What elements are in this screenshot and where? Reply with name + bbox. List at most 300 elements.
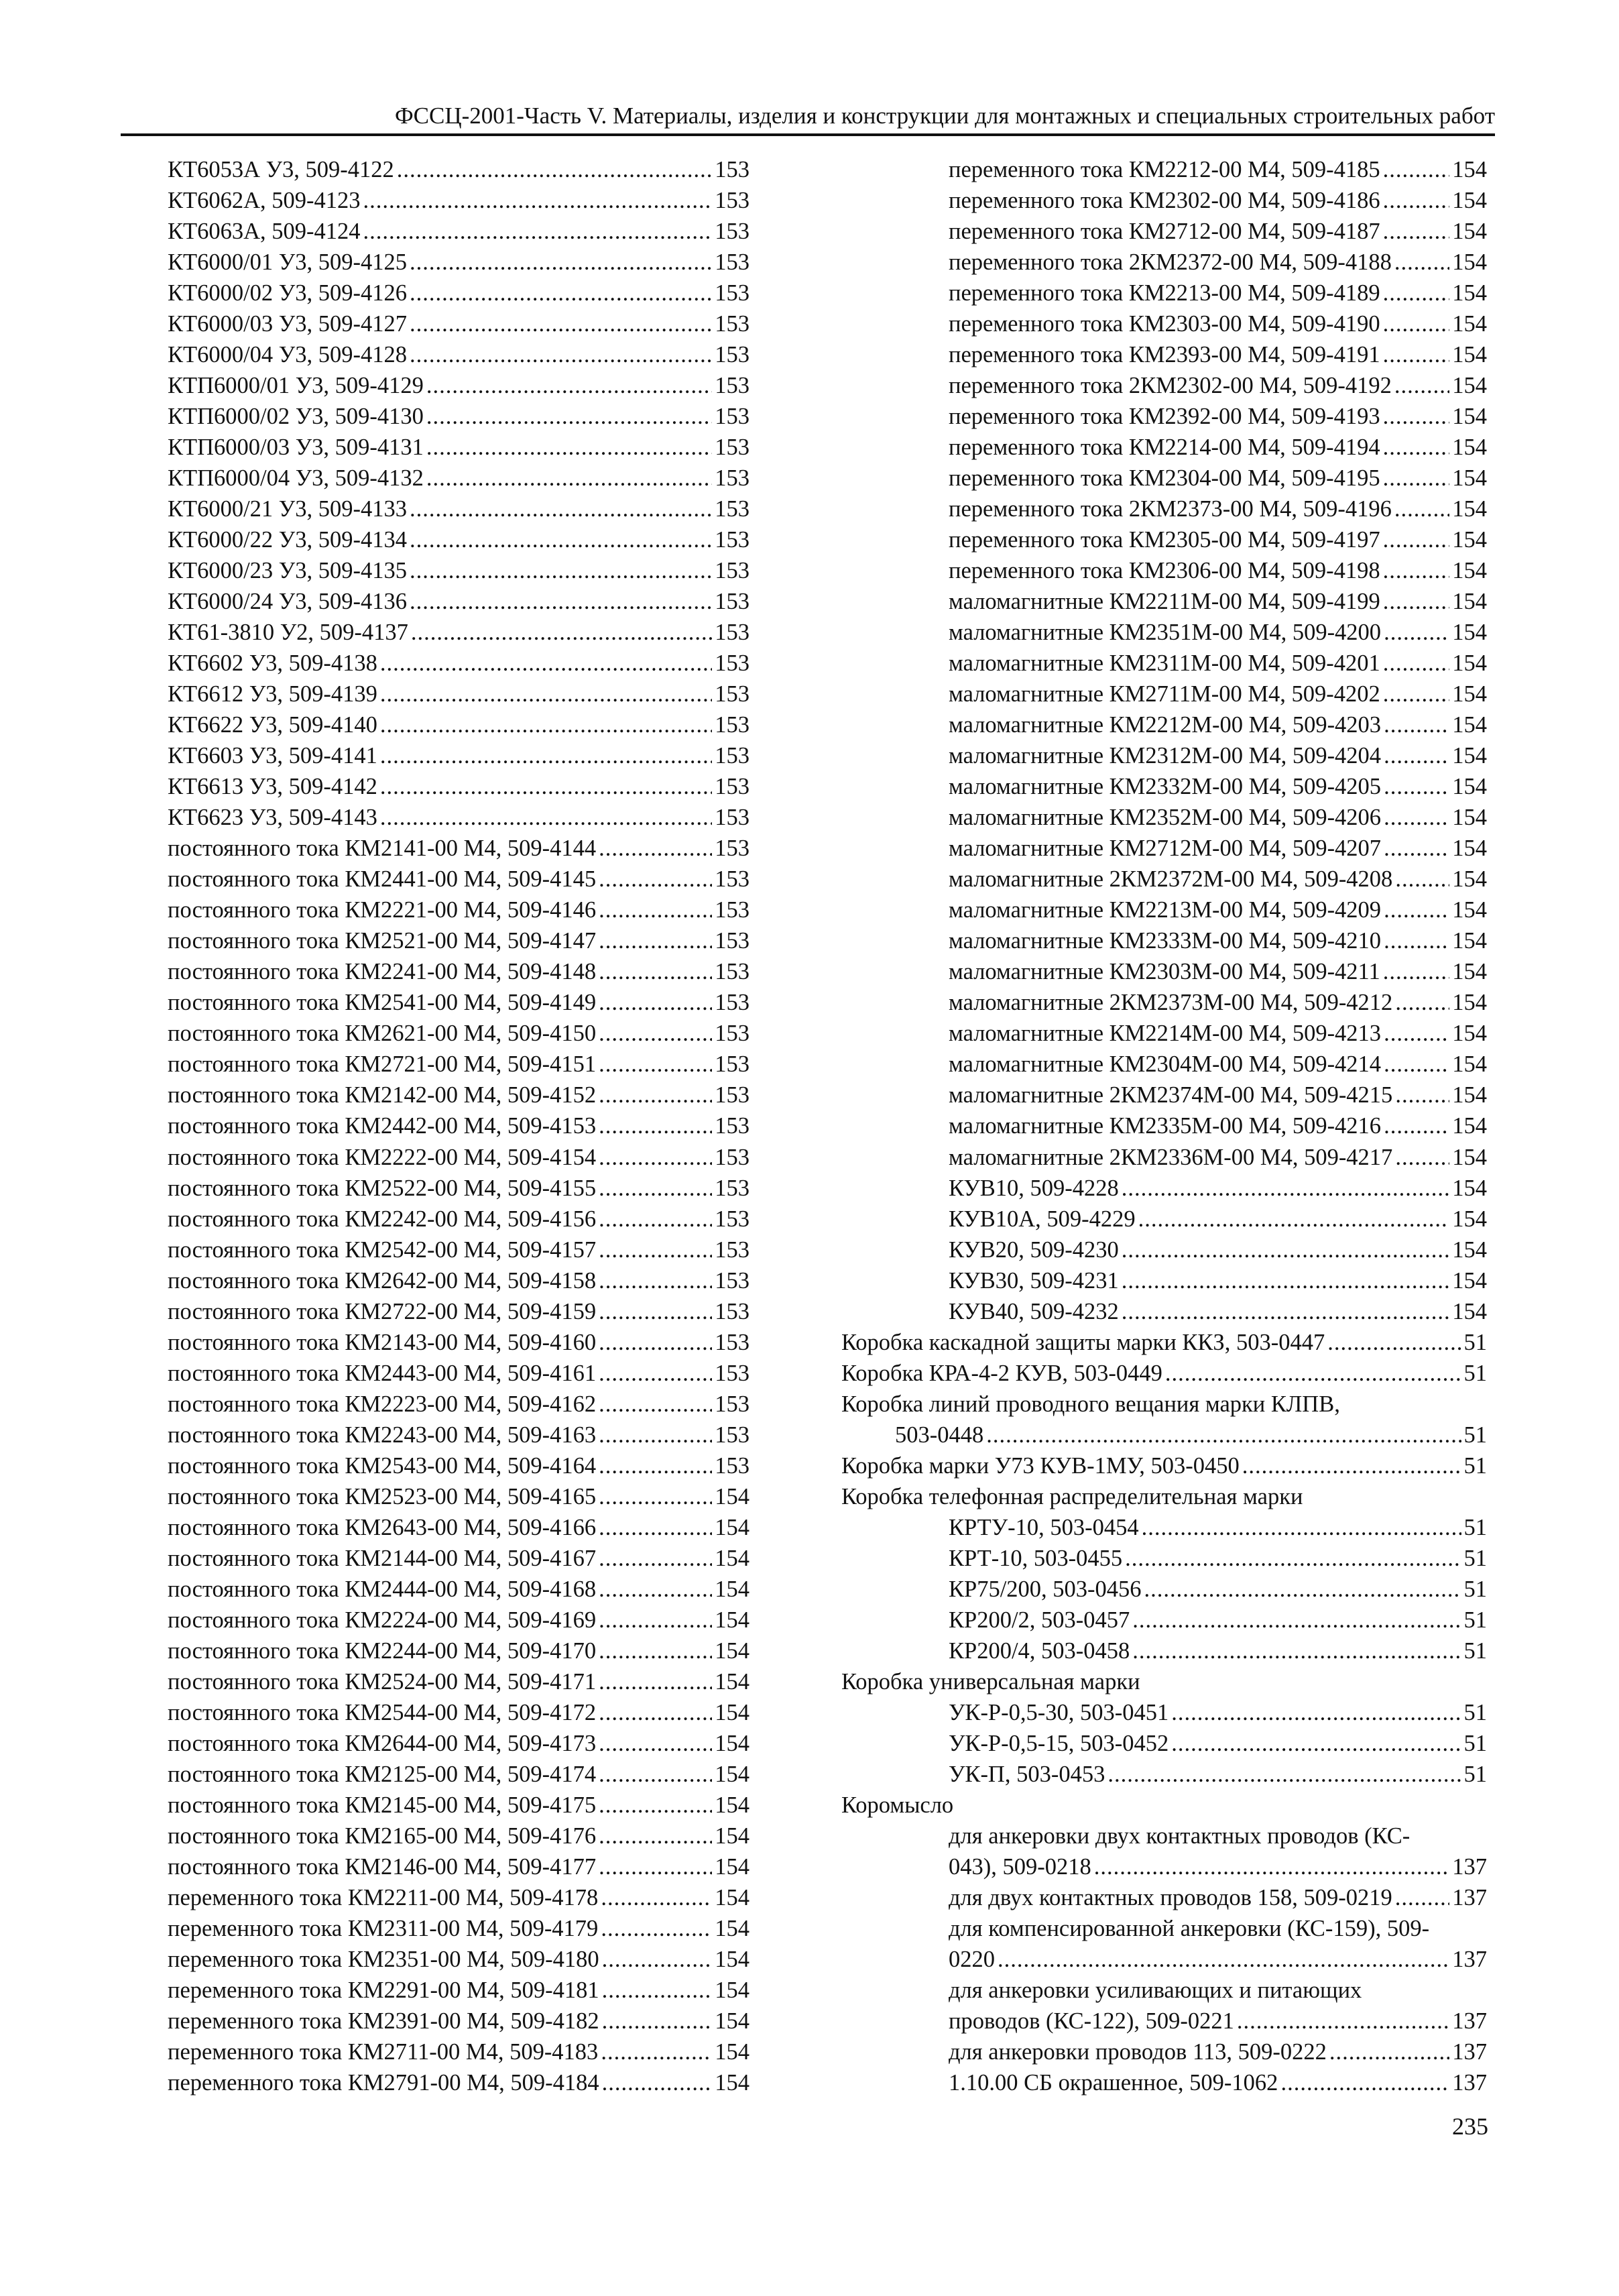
dot-leader <box>1122 1237 1450 1263</box>
entry-page-ref: 154 <box>715 1792 749 1818</box>
dot-leader <box>1165 1361 1461 1387</box>
entry-page-ref: 154 <box>1452 465 1487 492</box>
dot-leader <box>599 959 712 985</box>
entry-text: постоянного тока КМ2544-00 М4, 509-4172 <box>168 1699 597 1725</box>
dot-leader <box>1125 1546 1461 1572</box>
index-entry <box>168 589 749 620</box>
entry-text: постоянного тока КМ2145-00 М4, 509-4175 <box>168 1792 597 1818</box>
entry-text: постоянного тока КМ2141-00 М4, 509-4144 <box>168 836 597 862</box>
entry-text: КУВ30, 509-4231 <box>949 1267 1119 1294</box>
dot-leader <box>1383 465 1450 492</box>
dot-leader <box>1171 1731 1461 1757</box>
dot-leader <box>1132 1607 1461 1633</box>
index-entry <box>841 1361 1487 1391</box>
entry-text: КТ6603 У3, 509-4141 <box>168 743 377 769</box>
index-entry <box>168 928 749 959</box>
index-entry <box>168 527 749 558</box>
index-entry <box>168 2070 749 2101</box>
entry-text: переменного тока КМ2291-00 М4, 509-4181 <box>168 1977 599 2003</box>
entry-page-ref: 153 <box>715 1360 749 1386</box>
entry-text: КР200/2, 503-0457 <box>949 1607 1130 1633</box>
dot-leader <box>599 836 712 862</box>
entry-text: маломагнитные КМ2712М-00 М4, 509-4207 <box>949 836 1382 862</box>
index-entry <box>841 1422 1487 1453</box>
index-entry <box>168 342 749 373</box>
index-entry <box>168 1515 749 1546</box>
dot-leader <box>1384 836 1449 862</box>
index-entry <box>168 1700 749 1731</box>
index-entry <box>168 1977 749 2008</box>
dot-leader <box>1395 1082 1449 1108</box>
entry-text: КТ6623 У3, 509-4143 <box>168 805 377 831</box>
entry-text: маломагнитные КМ2212М-00 М4, 509-4203 <box>949 712 1382 738</box>
entry-text: маломагнитные КМ2333М-00 М4, 509-4210 <box>949 928 1382 954</box>
entry-page-ref: 153 <box>715 373 749 399</box>
entry-text: 1.10.00 СБ окрашенное, 509-1062 <box>949 2069 1278 2096</box>
entry-text: переменного тока КМ2711-00 М4, 509-4183 <box>168 2039 599 2065</box>
index-entry <box>841 774 1487 805</box>
entry-text: КТП6000/02 У3, 509-4130 <box>168 404 424 430</box>
entry-page-ref: 153 <box>715 527 749 553</box>
dot-leader <box>1384 805 1449 831</box>
entry-text: КТ6612 У3, 509-4139 <box>168 681 377 707</box>
index-entry <box>168 1175 749 1206</box>
dot-leader <box>1384 743 1449 769</box>
dot-leader <box>410 311 712 337</box>
dot-leader <box>599 1237 712 1263</box>
index-entry <box>841 1576 1487 1607</box>
dot-leader <box>1384 1113 1449 1139</box>
entry-page-ref: 154 <box>1452 342 1487 368</box>
index-entry <box>168 1145 749 1175</box>
entry-page-ref: 154 <box>715 1668 749 1695</box>
dot-leader <box>1329 2039 1449 2065</box>
entry-text: КТ6063А, 509-4124 <box>168 219 361 245</box>
entry-text: переменного тока КМ2213-00 М4, 509-4189 <box>949 280 1380 306</box>
dot-leader <box>1383 311 1450 337</box>
entry-page-ref: 153 <box>715 1329 749 1355</box>
entry-text: постоянного тока КМ2142-00 М4, 509-4152 <box>168 1082 597 1108</box>
index-entry <box>168 280 749 311</box>
entry-text: КТ6000/22 У3, 509-4134 <box>168 527 407 553</box>
dot-leader <box>1383 280 1450 306</box>
entry-text: маломагнитные КМ2211М-00 М4, 509-4199 <box>949 589 1380 615</box>
index-entry <box>168 1576 749 1607</box>
entry-page-ref: 153 <box>715 1144 749 1170</box>
entry-page-ref: 51 <box>1463 1699 1487 1725</box>
entry-page-ref: 153 <box>715 743 749 769</box>
entry-text: для двух контактных проводов 158, 509-0219 <box>949 1884 1392 1910</box>
entry-text: переменного тока КМ2211-00 М4, 509-4178 <box>168 1884 599 1910</box>
index-entry <box>168 373 749 404</box>
entry-page-ref: 154 <box>715 1915 749 1941</box>
dot-leader <box>1122 1299 1450 1325</box>
dot-leader <box>599 1546 712 1572</box>
entry-text: маломагнитные 2КМ2373М-00 М4, 509-4212 <box>949 990 1393 1016</box>
entry-page-ref: 154 <box>715 1514 749 1540</box>
entry-page-ref: 153 <box>715 465 749 492</box>
index-entry <box>168 681 749 712</box>
index-entry <box>168 1237 749 1268</box>
index-entry <box>841 1175 1487 1206</box>
dot-leader <box>599 1330 712 1356</box>
entry-text: КУВ20, 509-4230 <box>949 1237 1119 1263</box>
entry-page-ref: 154 <box>1452 743 1487 769</box>
dot-leader <box>380 681 712 707</box>
entry-page-ref: 153 <box>715 157 749 182</box>
index-entry <box>841 836 1487 866</box>
index-entry <box>168 897 749 928</box>
dot-leader <box>410 527 712 553</box>
entry-text: переменного тока 2КМ2372-00 М4, 509-4188 <box>949 249 1392 276</box>
index-entry <box>168 1823 749 1854</box>
entry-page-ref: 153 <box>715 928 749 954</box>
dot-leader <box>397 157 712 183</box>
dot-leader <box>380 805 712 831</box>
entry-text: КТ6053А У3, 509-4122 <box>168 157 394 182</box>
dot-leader <box>601 2039 712 2065</box>
index-entry <box>841 342 1487 373</box>
index-entry <box>841 1145 1487 1175</box>
index-heading: для компенсированной анкеровки (КС-159), 509- <box>949 1915 1430 1941</box>
index-entry <box>168 404 749 435</box>
index-entry <box>841 743 1487 774</box>
entry-text: постоянного тока КМ2621-00 М4, 509-4150 <box>168 1021 597 1047</box>
index-entry <box>841 558 1487 589</box>
entry-page-ref: 51 <box>1463 1452 1487 1479</box>
entry-page-ref: 153 <box>715 1113 749 1139</box>
entry-text: переменного тока КМ2303-00 М4, 509-4190 <box>949 311 1380 337</box>
dot-leader <box>599 990 712 1016</box>
entry-page-ref: 153 <box>715 990 749 1016</box>
entry-text: постоянного тока КМ2241-00 М4, 509-4148 <box>168 959 597 985</box>
entry-text: постоянного тока КМ2144-00 М4, 509-4167 <box>168 1545 597 1571</box>
entry-page-ref: 154 <box>1452 496 1487 522</box>
entry-page-ref: 51 <box>1463 1730 1487 1756</box>
entry-text: 503-0448 <box>895 1422 984 1448</box>
index-entry <box>841 527 1487 558</box>
index-entry <box>841 1607 1487 1638</box>
entry-page-ref: 153 <box>715 1021 749 1047</box>
dot-leader <box>1327 1330 1461 1356</box>
entry-page-ref: 154 <box>715 1545 749 1571</box>
dot-leader <box>411 620 712 646</box>
entry-text: постоянного тока КМ2165-00 М4, 509-4176 <box>168 1823 597 1849</box>
entry-text: переменного тока КМ2393-00 М4, 509-4191 <box>949 342 1380 368</box>
entry-page-ref: 153 <box>715 1082 749 1108</box>
entry-page-ref: 137 <box>1452 1853 1487 1880</box>
entry-text: постоянного тока КМ2224-00 М4, 509-4169 <box>168 1607 597 1633</box>
dot-leader <box>599 1453 712 1479</box>
dot-leader <box>1383 558 1450 584</box>
entry-page-ref: 154 <box>715 2069 749 2096</box>
entry-page-ref: 154 <box>1452 219 1487 245</box>
entry-page-ref: 154 <box>715 1638 749 1664</box>
dot-leader <box>410 280 712 306</box>
entry-page-ref: 154 <box>1452 1051 1487 1078</box>
entry-page-ref: 153 <box>715 435 749 461</box>
entry-page-ref: 154 <box>1452 959 1487 985</box>
index-entry <box>841 681 1487 712</box>
dot-leader <box>380 712 712 738</box>
dot-leader <box>1384 620 1449 646</box>
dot-leader <box>1383 342 1450 368</box>
entry-page-ref: 153 <box>715 805 749 831</box>
index-entry <box>168 157 749 188</box>
entry-page-ref: 154 <box>1452 249 1487 276</box>
entry-page-ref: 154 <box>1452 589 1487 615</box>
dot-leader <box>1142 1515 1461 1541</box>
entry-page-ref: 153 <box>715 1422 749 1448</box>
entry-page-ref: 154 <box>1452 404 1487 430</box>
entry-text: маломагнитные КМ2312М-00 М4, 509-4204 <box>949 743 1382 769</box>
entry-text: 0220 <box>949 1946 995 1972</box>
entry-page-ref: 51 <box>1463 1514 1487 1540</box>
index-entry <box>168 188 749 219</box>
dot-leader <box>1383 527 1450 553</box>
index-entry <box>168 2008 749 2039</box>
index-entry <box>168 1854 749 1885</box>
entry-page-ref: 153 <box>715 959 749 985</box>
index-entry <box>841 866 1487 897</box>
dot-leader <box>599 1082 712 1108</box>
index-entry <box>168 1484 749 1515</box>
dot-leader <box>599 1792 712 1819</box>
entry-text: маломагнитные КМ2311М-00 М4, 509-4201 <box>949 650 1380 677</box>
entry-page-ref: 154 <box>1452 805 1487 831</box>
entry-page-ref: 51 <box>1463 1329 1487 1355</box>
index-entry <box>841 404 1487 435</box>
dot-leader <box>363 188 713 214</box>
dot-leader <box>410 558 712 584</box>
entry-page-ref: 51 <box>1463 1576 1487 1602</box>
entry-text: переменного тока КМ2306-00 М4, 509-4198 <box>949 558 1380 584</box>
index-entry <box>168 1330 749 1361</box>
entry-text: КУВ10, 509-4228 <box>949 1175 1119 1201</box>
dot-leader <box>426 435 712 461</box>
dot-leader <box>998 1947 1449 1973</box>
entry-page-ref: 154 <box>715 1576 749 1602</box>
dot-leader <box>410 249 712 276</box>
entry-page-ref: 154 <box>1452 712 1487 738</box>
entry-text: переменного тока КМ2392-00 М4, 509-4193 <box>949 404 1380 430</box>
entry-page-ref: 154 <box>1452 1175 1487 1201</box>
dot-leader <box>599 1700 712 1726</box>
index-entry <box>841 2070 1487 2101</box>
index-entry <box>168 311 749 342</box>
index-heading: Коробка линий проводного вещания марки КЛПВ, <box>841 1391 1340 1417</box>
dot-leader <box>1094 1854 1450 1880</box>
dot-leader <box>1394 249 1449 276</box>
entry-page-ref: 154 <box>715 1761 749 1787</box>
entry-page-ref: 154 <box>1452 1206 1487 1232</box>
entry-text: КТ6000/21 У3, 509-4133 <box>168 496 407 522</box>
entry-text: постоянного тока КМ2543-00 М4, 509-4164 <box>168 1452 597 1479</box>
index-entry <box>841 188 1487 219</box>
dot-leader <box>410 342 712 368</box>
index-entry <box>841 1638 1487 1669</box>
entry-text: переменного тока КМ2311-00 М4, 509-4179 <box>168 1915 599 1941</box>
index-entry <box>168 465 749 496</box>
page-number: 235 <box>1452 2113 1488 2140</box>
index-entry <box>168 774 749 805</box>
index-entry <box>168 743 749 774</box>
entry-text: постоянного тока КМ2721-00 М4, 509-4151 <box>168 1051 597 1078</box>
entry-text: постоянного тока КМ2242-00 М4, 509-4156 <box>168 1206 597 1232</box>
entry-page-ref: 153 <box>715 1298 749 1324</box>
entry-text: постоянного тока КМ2222-00 М4, 509-4154 <box>168 1144 597 1170</box>
entry-text: проводов (КС-122), 509-0221 <box>949 2008 1234 2034</box>
entry-text: постоянного тока КМ2443-00 М4, 509-4161 <box>168 1360 597 1386</box>
entry-text: КУВ40, 509-4232 <box>949 1298 1119 1324</box>
entry-page-ref: 153 <box>715 280 749 306</box>
entry-page-ref: 154 <box>715 1946 749 1972</box>
index-entry <box>168 249 749 280</box>
entry-page-ref: 137 <box>1452 2069 1487 2096</box>
entry-text: постоянного тока КМ2125-00 М4, 509-4174 <box>168 1761 597 1787</box>
index-entry <box>841 589 1487 620</box>
index-heading: Коробка универсальная марки <box>841 1668 1140 1695</box>
entry-page-ref: 154 <box>1452 620 1487 646</box>
index-entry <box>168 1669 749 1700</box>
entry-page-ref: 154 <box>1452 650 1487 677</box>
entry-page-ref: 153 <box>715 712 749 738</box>
index-entry <box>168 1113 749 1144</box>
entry-text: КРТ-10, 503-0455 <box>949 1545 1123 1571</box>
dot-leader <box>1395 866 1449 893</box>
dot-leader <box>1242 1453 1461 1479</box>
index-entry <box>168 650 749 681</box>
entry-page-ref: 153 <box>715 1051 749 1078</box>
dot-leader <box>599 866 712 893</box>
index-entry <box>841 1237 1487 1268</box>
index-entry <box>841 1051 1487 1082</box>
dot-leader <box>1383 589 1449 615</box>
dot-leader <box>602 1947 713 1973</box>
dot-leader <box>602 2008 713 2034</box>
entry-text: УК-П, 503-0453 <box>949 1761 1105 1787</box>
entry-text: постоянного тока КМ2542-00 М4, 509-4157 <box>168 1237 597 1263</box>
dot-leader <box>1384 712 1449 738</box>
index-entry <box>168 866 749 897</box>
entry-page-ref: 154 <box>715 1483 749 1509</box>
dot-leader <box>599 928 712 954</box>
entry-text: постоянного тока КМ2146-00 М4, 509-4177 <box>168 1853 597 1880</box>
entry-text: КТ6000/01 У3, 509-4125 <box>168 249 407 276</box>
index-entry <box>168 1916 749 1947</box>
entry-text: КТП6000/03 У3, 509-4131 <box>168 435 424 461</box>
entry-page-ref: 153 <box>715 496 749 522</box>
dot-leader <box>1384 774 1449 800</box>
entry-page-ref: 154 <box>1452 1021 1487 1047</box>
entry-text: постоянного тока КМ2223-00 М4, 509-4162 <box>168 1391 597 1417</box>
dot-leader <box>1132 1638 1461 1664</box>
index-entry <box>168 1546 749 1576</box>
dot-leader <box>1237 2008 1449 2034</box>
entry-text: УК-Р-0,5-15, 503-0452 <box>949 1730 1169 1756</box>
dot-leader <box>380 650 712 677</box>
entry-page-ref: 51 <box>1463 1545 1487 1571</box>
dot-leader <box>602 1977 713 2004</box>
entry-page-ref: 154 <box>715 1730 749 1756</box>
dot-leader <box>1394 496 1449 522</box>
dot-leader <box>1138 1206 1450 1232</box>
dot-leader <box>1171 1700 1461 1726</box>
index-entry <box>841 959 1487 990</box>
dot-leader <box>599 1731 712 1757</box>
entry-text: Коробка КРА-4-2 КУВ, 503-0449 <box>841 1360 1162 1386</box>
index-entry <box>168 990 749 1021</box>
dot-leader <box>599 1113 712 1139</box>
index-heading: Коромысло <box>841 1792 954 1818</box>
entry-page-ref: 153 <box>715 1452 749 1479</box>
index-entry <box>168 1607 749 1638</box>
entry-text: маломагнитные КМ2711М-00 М4, 509-4202 <box>949 681 1380 707</box>
entry-text: УК-Р-0,5-30, 503-0451 <box>949 1699 1169 1725</box>
entry-page-ref: 154 <box>1452 1298 1487 1324</box>
entry-page-ref: 153 <box>715 219 749 245</box>
index-entry <box>841 1330 1487 1361</box>
dot-leader <box>363 219 713 245</box>
entry-page-ref: 153 <box>715 589 749 615</box>
entry-page-ref: 153 <box>715 866 749 893</box>
entry-text: переменного тока КМ2212-00 М4, 509-4185 <box>949 157 1380 182</box>
index-entry <box>841 373 1487 404</box>
index-entry <box>841 435 1487 465</box>
entry-page-ref: 154 <box>1452 1237 1487 1263</box>
entry-page-ref: 153 <box>715 1175 749 1201</box>
entry-text: маломагнитные 2КМ2374М-00 М4, 509-4215 <box>949 1082 1393 1108</box>
dot-leader <box>410 589 712 615</box>
index-entry <box>841 1700 1487 1731</box>
dot-leader <box>599 1823 712 1849</box>
index-entry <box>168 558 749 589</box>
dot-leader <box>599 1607 712 1633</box>
entry-page-ref: 154 <box>1452 1113 1487 1139</box>
entry-page-ref: 153 <box>715 558 749 584</box>
dot-leader <box>1384 928 1449 954</box>
dot-leader <box>986 1422 1461 1448</box>
entry-text: КТ6000/04 У3, 509-4128 <box>168 342 407 368</box>
entry-text: маломагнитные КМ2303М-00 М4, 509-4211 <box>949 959 1380 985</box>
entry-text: маломагнитные КМ2304М-00 М4, 509-4214 <box>949 1051 1382 1078</box>
entry-text: КТП6000/01 У3, 509-4129 <box>168 373 424 399</box>
index-entry <box>168 1021 749 1051</box>
index-heading: для анкеровки двух контактных проводов (КС- <box>949 1823 1411 1849</box>
entry-text: Коробка марки У73 КУВ-1МУ, 503-0450 <box>841 1452 1240 1479</box>
dot-leader <box>1384 1021 1449 1047</box>
entry-text: постоянного тока КМ2642-00 М4, 509-4158 <box>168 1267 597 1294</box>
index-entry <box>841 1453 1487 1484</box>
entry-page-ref: 51 <box>1463 1607 1487 1633</box>
dot-leader <box>1395 990 1449 1016</box>
dot-leader <box>1383 959 1449 985</box>
entry-page-ref: 154 <box>715 1977 749 2003</box>
entry-page-ref: 154 <box>715 1853 749 1880</box>
index-entry <box>841 311 1487 342</box>
dot-leader <box>1107 1762 1461 1788</box>
entry-page-ref: 154 <box>1452 280 1487 306</box>
index-entry <box>168 1422 749 1453</box>
entry-text: КТ6000/23 У3, 509-4135 <box>168 558 407 584</box>
index-entry <box>168 1792 749 1823</box>
entry-page-ref: 154 <box>715 1823 749 1849</box>
entry-text: постоянного тока КМ2444-00 М4, 509-4168 <box>168 1576 597 1602</box>
index-left-column <box>168 157 749 2101</box>
entry-text: КР75/200, 503-0456 <box>949 1576 1142 1602</box>
entry-text: 043), 509-0218 <box>949 1853 1091 1880</box>
dot-leader <box>599 1268 712 1294</box>
